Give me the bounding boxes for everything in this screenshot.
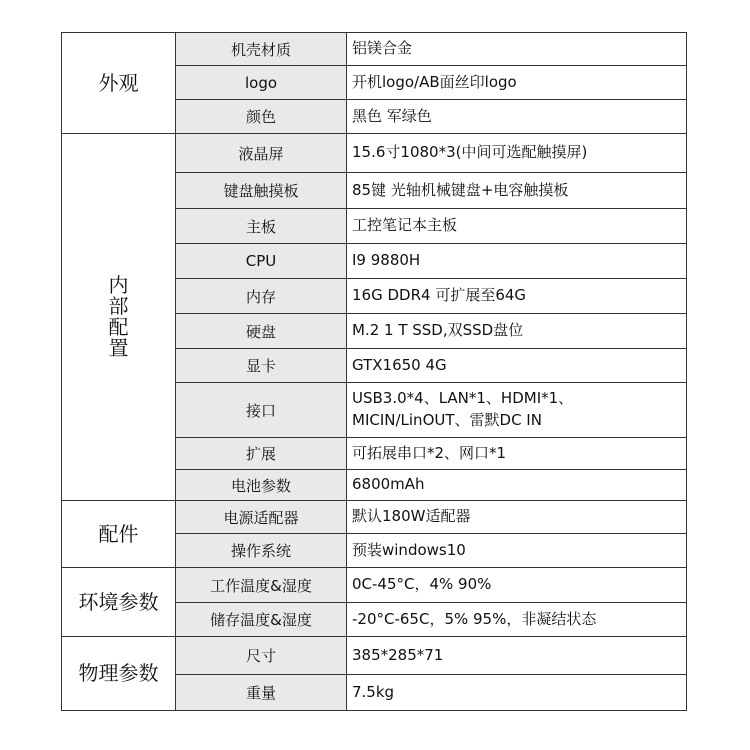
spec-value: 铝镁合金 <box>347 33 687 66</box>
spec-value: 黑色 军绿色 <box>347 100 687 134</box>
spec-value: USB3.0*4、LAN*1、HDMI*1、MICIN/LinOUT、雷默DC IN <box>347 383 687 438</box>
spec-key: 内存 <box>176 279 347 314</box>
spec-value: 16G DDR4 可扩展至64G <box>347 279 687 314</box>
spec-value: M.2 1 T SSD,双SSD盘位 <box>347 314 687 349</box>
spec-key: 硬盘 <box>176 314 347 349</box>
spec-key: 操作系统 <box>176 534 347 568</box>
spec-key: logo <box>176 66 347 100</box>
spec-value: 0C-45°C，4% 90% <box>347 568 687 603</box>
spec-key: 工作温度&湿度 <box>176 568 347 603</box>
spec-key: CPU <box>176 244 347 279</box>
table-row <box>62 501 687 534</box>
spec-value: 85键 光轴机械键盘+电容触摸板 <box>347 173 687 209</box>
spec-value: 预装windows10 <box>347 534 687 568</box>
spec-value: I9 9880H <box>347 244 687 279</box>
spec-key: 电池参数 <box>176 470 347 501</box>
spec-value: 6800mAh <box>347 470 687 501</box>
spec-value: 可拓展串口*2、网口*1 <box>347 438 687 470</box>
spec-value: 工控笔记本主板 <box>347 209 687 244</box>
spec-key: 尺寸 <box>176 637 347 675</box>
spec-key: 机壳材质 <box>176 33 347 66</box>
table-row <box>62 637 687 675</box>
spec-key: 重量 <box>176 675 347 711</box>
group-label-appearance: 外观 <box>62 33 176 134</box>
group-label-internal-config <box>62 134 176 501</box>
spec-key: 液晶屏 <box>176 134 347 173</box>
spec-value: 默认180W适配器 <box>347 501 687 534</box>
group-label-environment: 环境参数 <box>62 568 176 637</box>
group-label-text: 内部配置 <box>108 273 129 360</box>
spec-key: 主板 <box>176 209 347 244</box>
spec-value: 385*285*71 <box>347 637 687 675</box>
table-row <box>62 134 687 173</box>
spec-key: 电源适配器 <box>176 501 347 534</box>
spec-key: 显卡 <box>176 349 347 383</box>
table-row <box>62 33 687 66</box>
spec-key: 扩展 <box>176 438 347 470</box>
spec-key: 接口 <box>176 383 347 438</box>
group-label-accessories: 配件 <box>62 501 176 568</box>
spec-key: 键盘触摸板 <box>176 173 347 209</box>
spec-value: -20°C-65C，5% 95%，非凝结状态 <box>347 603 687 637</box>
group-label-physical: 物理参数 <box>62 637 176 711</box>
table-row <box>62 568 687 603</box>
spec-key: 储存温度&湿度 <box>176 603 347 637</box>
spec-value: 7.5kg <box>347 675 687 711</box>
spec-value: 开机logo/AB面丝印logo <box>347 66 687 100</box>
spec-value: GTX1650 4G <box>347 349 687 383</box>
spec-key: 颜色 <box>176 100 347 134</box>
spec-table <box>61 32 687 711</box>
spec-value: 15.6寸1080*3(中间可选配触摸屏) <box>347 134 687 173</box>
